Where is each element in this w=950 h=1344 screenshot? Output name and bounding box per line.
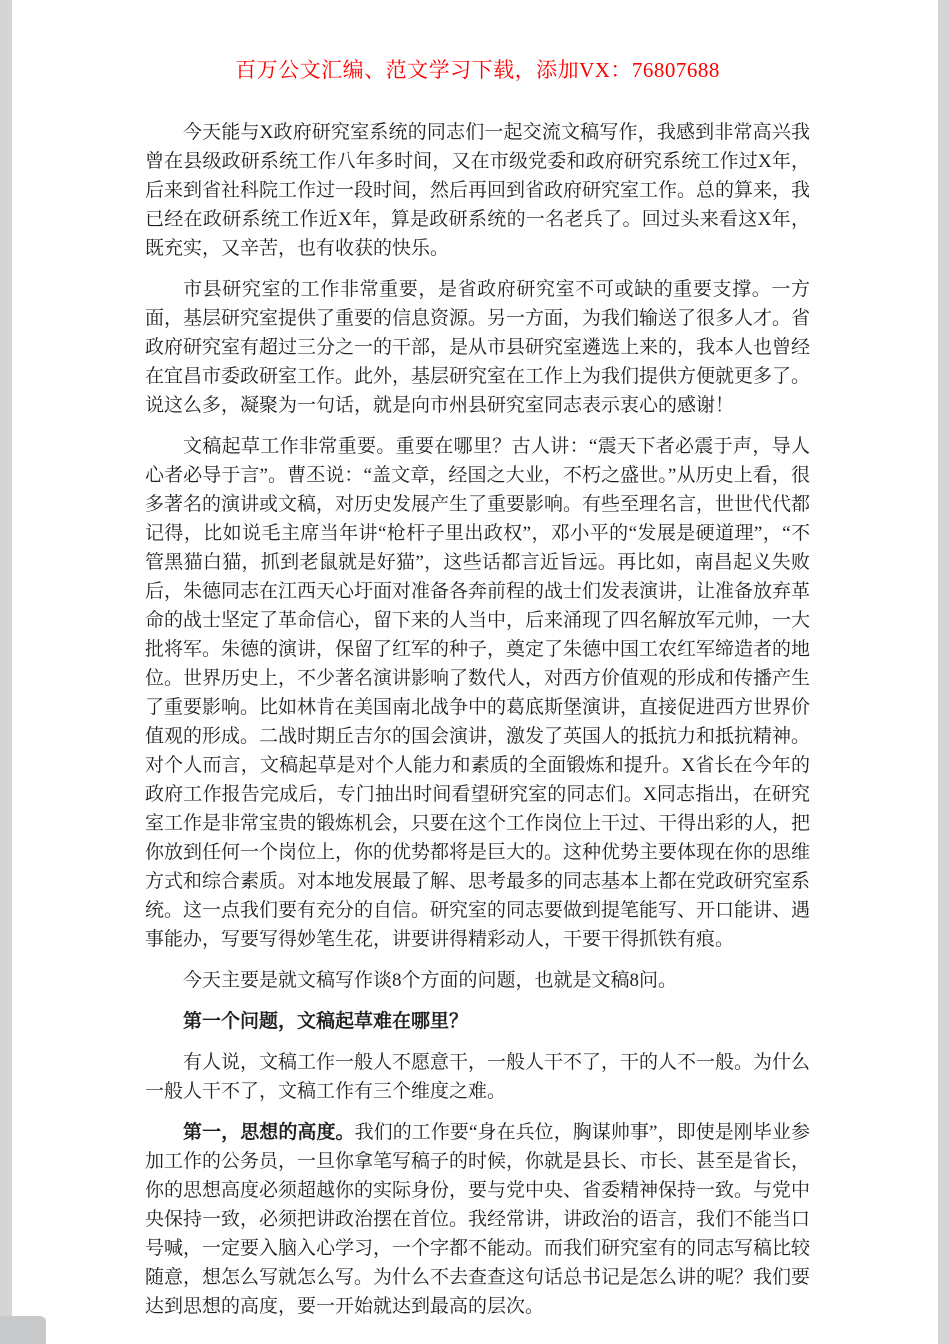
section-heading-first-question: 第一个问题，文稿起草难在哪里？	[183, 1011, 469, 1032]
paragraph-three-difficulties: 有人说，文稿工作一般人不愿意干，一般人干不了，干的人不一般。为什么一般人干不了，文稿工作有三个维度之难。	[145, 1052, 811, 1102]
paragraph-height-of-thought	[145, 1118, 810, 1321]
paragraph-eight-questions: 今天主要是就文稿写作谈8个方面的问题，也就是文稿8问。	[183, 970, 678, 991]
paragraph-lead-bold: 第一，思想的高度。	[183, 1122, 355, 1143]
paragraph-intro: 今天能与X政府研究室系统的同志们一起交流文稿写作，我感到非常高兴我曾在县级政研系统工作八年多时间，又在市级党委和政府研究系统工作过X年，后来到省社科院工作过一段时间，然后再回到省政府研究室工作。总的算来，我已经在政研系统工作近X年，算是政研系统的一名老兵了。回过头来看这X年，既充实，又辛苦，也有收获的快乐。	[145, 122, 811, 259]
paragraph-city-county-importance: 市县研究室的工作非常重要，是省政府研究室不可或缺的重要支撑。一方面，基层研究室提供了重要的信息资源。另一方面，为我们输送了很多人才。省政府研究室有超过三分之一的干部，是从市县研究室遴选上来的，我本人也曾经在宜昌市委政研室工作。此外，基层研究室在工作上为我们提供方便就更多了。说这么多，凝聚为一句话，就是向市州县研究室同志表示衷心的感谢！	[145, 279, 811, 416]
viewer-left-gutter	[0, 0, 12, 1344]
paragraph-drafting-importance: 文稿起草工作非常重要。重要在哪里？古人讲：“震天下者必震于声，导人心者必导于言”。曹丕说：“盖文章，经国之大业，不朽之盛世。”从历史上看，很多著名的演讲或文稿，对历史发展产生了重要影响。有些至理名言，世世代代都记得，比如说毛主席当年讲“枪杆子里出政权”，邓小平的“发展是硬道理”，“不管黑猫白猫，抓到老鼠就是好猫”，这些话都言近旨远。再比如，南昌起义失败后，朱德同志在江西天心圩面对准备各奔前程的战士们发表演讲，让准备放弃革命的战士坚定了革命信心，留下来的人当中，后来涌现了四名解放军元帅，一大批将军。朱德的演讲，保留了红军的种子，奠定了朱德中国工农红军缔造者的地位。世界历史上，不少著名演讲影响了数代人，对西方价值观的形成和传播产生了重要影响。比如林肯在美国南北战争中的葛底斯堡演讲，直接促进西方世界价值观的形成。二战时期丘吉尔的国会演讲，激发了英国人的抵抗力和抵抗精神。对个人而言，文稿起草是对个人能力和素质的全面锻炼和提升。X省长在今年的政府工作报告完成后，专门抽出时间看望研究室的同志们。X同志指出，在研究室工作是非常宝贵的锻炼机会，只要在这个工作岗位上干过、干得出彩的人，把你放到任何一个岗位上，你的优势都将是巨大的。这种优势主要体现在你的思维方式和综合素质。对本地发展最了解、思考最多的同志基本上都在党政研究室系统。这一点我们要有充分的自信。研究室的同志要做到提笔能写、开口能讲、遇事能办，写要写得妙笔生花，讲要讲得精彩动人，干要干得抓铁有痕。	[145, 436, 811, 950]
document-page	[12, 0, 938, 1344]
document-body	[145, 118, 810, 1321]
bottom-left-widget[interactable]	[0, 1316, 46, 1344]
viewer-right-gutter	[938, 0, 950, 1344]
promo-header-text: 百万公文汇编、范文学习下载，添加VX：76807688	[235, 58, 720, 82]
paragraph-body-text: 我们的工作要“身在兵位，胸谋帅事”，即使是刚毕业参加工作的公务员，一旦你拿笔写稿子的时候，你就是县长、市长、甚至是省长，你的思想高度必须超越你的实际身份，要与党中央、省委精神保持一致。与党中央保持一致，必须把讲政治摆在首位。我经常讲，讲政治的语言，我们不能当口号喊，一定要入脑入心学习，一个字都不能动。而我们研究室有的同志写稿比较随意，想怎么写就怎么写。为什么不去查查这句话总书记是怎么讲的呢？我们要达到思想的高度，要一开始就达到最高的层次。	[145, 1122, 811, 1317]
